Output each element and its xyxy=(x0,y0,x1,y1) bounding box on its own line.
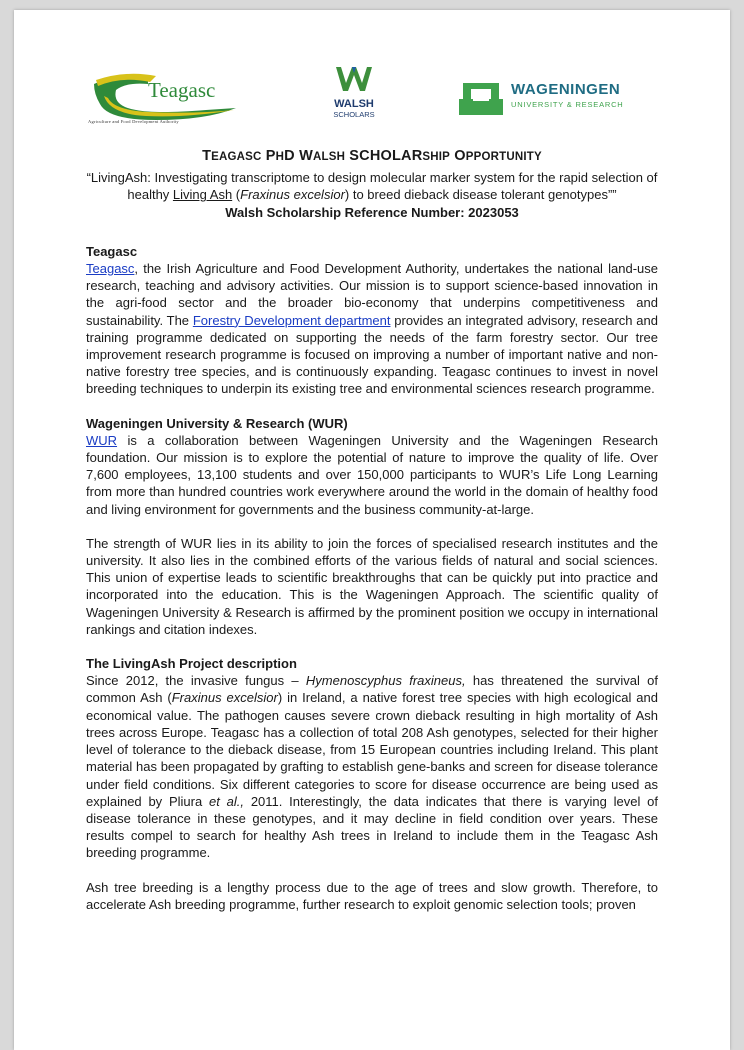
project-subtitle: “LivingAsh: Investigating transcriptome to design molecular marker system for the rapid selection of healthy Living Ash (Fraxinus excelsior) to breed dieback disease tolerant genotypes”” xyxy=(86,170,658,203)
document-content xyxy=(86,148,658,930)
project-heading: The LivingAsh Project description xyxy=(86,656,297,672)
document-page xyxy=(14,10,730,1050)
teagasc-paragraph: Teagasc, the Irish Agriculture and Food Development Authority, undertakes the national land-use research, teaching and advisory activities. Our mission is to support science-based innovation in the agri-food sector and the broader bio-economy that underpins competitiveness and sustainability. The Forestry Development department provides an integrated advisory, research and training programme dedicated on supporting the needs of the farm forestry sector. Our tree improvement research programme is focused on improving a number of important native and non-native forestry tree species, and is continuously expanding. Teagasc continues to invest in novel breeding techniques to underpin its existing tree and environmental sciences research programme. xyxy=(86,261,658,397)
teagasc-tagline: Agriculture and Food Development Authority xyxy=(88,119,179,124)
wur-line1: WAGENINGEN xyxy=(511,81,621,98)
walsh-w-icon xyxy=(334,65,374,93)
wur-emblem-icon xyxy=(459,79,503,115)
forestry-development-link[interactable]: Forestry Development department xyxy=(192,312,391,328)
wur-link[interactable]: WUR xyxy=(86,432,118,448)
walsh-line1: WALSH xyxy=(334,98,374,110)
teagasc-heading: Teagasc xyxy=(86,243,138,259)
walsh-line2: SCHOLARS xyxy=(333,110,375,119)
page-title: TEAGASC PHD WALSH SCHOLARSHIP OPPORTUNITY xyxy=(202,148,542,164)
logo-bar xyxy=(14,65,730,135)
project-paragraph-1: Since 2012, the invasive fungus – Hymenoscyphus fraxineus, has threatened the survival of common Ash (Fraxinus excelsior) in Ireland, a native forest tree species with high ecological and economical value. The pathogen causes severe crown dieback resulting in high mortality of Ash trees across Europe. Teagasc has a collection of total 208 Ash genotypes, selected for their higher level of tolerance to the dieback disease, from 15 European countries including Ireland. This plant material has been propagated by grafting to establish gene-banks and screen for disease tolerance under field conditions. Six different categories to score for disease occurrence are being used as explained by Pliura et al., 2011. Interestingly, the data indicates that there is varying level of disease tolerance in these genotypes, and it may decline in field condition over years. These results compel to search for healthy Ash trees in Ireland to include them in the Teagasc Ash breeding programme. xyxy=(86,673,658,861)
project-paragraph-2: Ash tree breeding is a lengthy process due to the age of trees and slow growth. Therefore, to accelerate Ash breeding programme, further research to exploit genomic selection tools; proven xyxy=(86,879,658,912)
wur-paragraph-2: The strength of WUR lies in its ability to join the forces of specialised research institutes and the university. It also lies in the combined efforts of the various fields of natural and social sciences. This union of expertise leads to scientific breakthroughs that can be quickly put into practice and incorporated into the education. This is the Wageningen Approach. The scientific quality of Wageningen University & Research is affirmed by the prominent position we occupy in international rankings and citation indexes. xyxy=(86,535,658,637)
wur-heading: Wageningen University & Research (WUR) xyxy=(86,415,348,431)
wur-line2: UNIVERSITY & RESEARCH xyxy=(511,100,624,109)
wageningen-logo xyxy=(459,77,644,117)
teagasc-link[interactable]: Teagasc xyxy=(86,261,135,277)
wur-paragraph-1: WUR is a collaboration between Wageningen University and the Wageningen Research foundation. Our mission is to explore the potential of nature to improve the quality of life. Over 7,600 employees, 13,100 students and over 150,000 participants to WUR’s Life Long Learning from more than hundred countries work everywhere around the world in the domain of healthy food and living environment for governments and the business community-at-large. xyxy=(86,432,658,517)
teagasc-logo xyxy=(86,70,246,125)
reference-number: Walsh Scholarship Reference Number: 2023053 xyxy=(225,204,519,220)
svg-text:Teagasc: Teagasc xyxy=(148,78,216,102)
walsh-scholars-logo xyxy=(314,65,394,120)
